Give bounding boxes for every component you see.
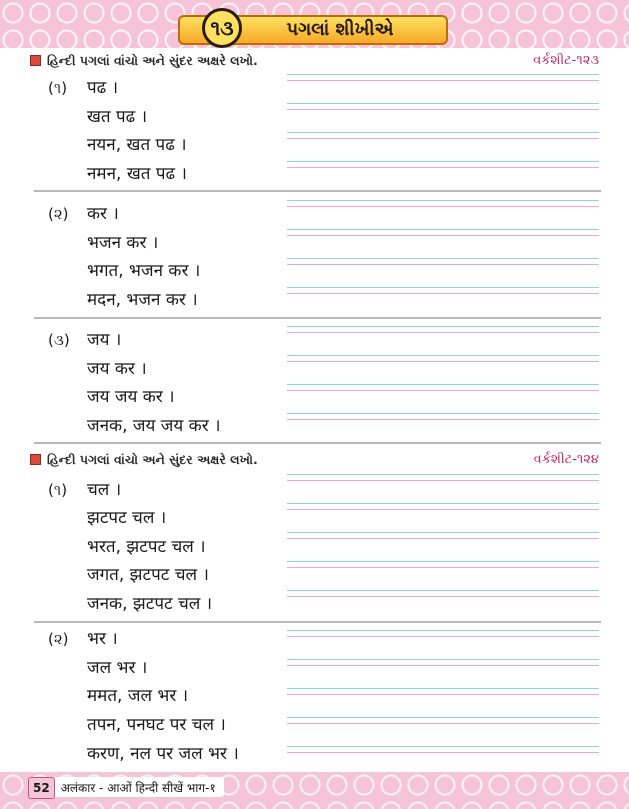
text-line: जल भर । [87,658,148,678]
group-number: (૨) [48,205,69,223]
text-line: जनक, झटपट चल । [87,594,213,614]
text-line: पढ । [87,78,119,98]
footer [28,777,224,797]
instruction-1: હિન્દી પગલાં વાંચો અને સુંદર અક્ષરે લખો. [30,52,258,70]
text-line: भरत, झटपट चल । [87,537,206,557]
text-line: भर । [87,629,118,649]
writing-lines[interactable] [287,194,599,310]
bullet-icon [30,55,41,66]
group-number: (૧) [48,481,68,499]
text-line: मदन, भजन कर । [87,290,198,310]
divider [34,621,601,623]
text-line: जय कर । [87,359,147,379]
text-line: खत पढ । [87,107,148,127]
text-line: तपन, पनघट पर चल । [87,715,226,735]
text-line: भगत, भजन कर । [87,261,201,281]
text-line: नमन, खत पढ । [87,164,187,184]
text-line: झटपट चल । [87,508,167,528]
lesson-number: ૧૩ [202,8,242,48]
text-line: जनक, जय जय कर । [87,416,221,436]
divider [34,442,601,444]
text-line: चल । [87,480,122,500]
page-number: 52 [28,777,55,799]
group-number: (૨) [48,630,69,648]
worksheet-label-2: વર્કશીટ-૧૨૪ [533,452,599,467]
text-line: ममत, जल भर । [87,686,189,706]
group-number: (૧) [48,79,68,97]
worksheet-label-1: વર્કશીટ-૧૨૩ [533,53,599,68]
text-line: भजन कर । [87,233,159,253]
text-line: जय जय कर । [87,387,175,407]
writing-lines[interactable] [287,68,599,184]
book-title: अलंकार - आओं हिन्दी सीखें भाग-१ [60,781,216,795]
text-line: जय । [87,330,122,350]
writing-lines[interactable] [287,624,599,770]
bullet-icon [30,454,41,465]
text-line: कर । [87,204,119,224]
group-number: (૩) [48,331,70,349]
lesson-title: પગલાં શીખીએ [286,19,394,40]
text-line: जगत, झटपट चल । [87,565,209,585]
instruction-2: હિન્દી પગલાં વાંચો અને સુંદર અક્ષરે લખો. [30,451,258,469]
divider [34,190,601,192]
divider [34,317,601,319]
writing-lines[interactable] [287,468,599,614]
text-line: नयन, खत पढ । [87,135,187,155]
text-line: करण, नल पर जल भर । [87,744,239,764]
writing-lines[interactable] [287,320,599,436]
